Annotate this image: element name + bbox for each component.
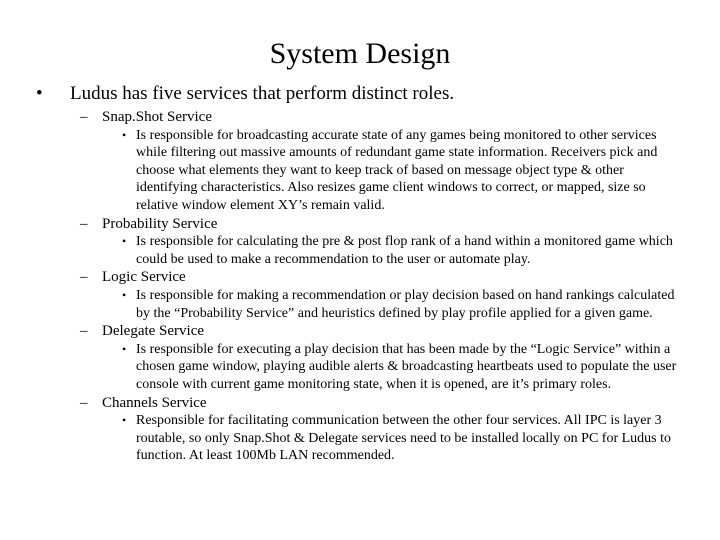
bullet-dot-icon: • bbox=[122, 287, 127, 302]
bullet-dot-icon: • bbox=[122, 341, 127, 356]
service-item bbox=[80, 215, 702, 269]
slide-title: System Design bbox=[269, 37, 451, 70]
service-name: Probability Service bbox=[102, 215, 218, 232]
service-description: Is responsible for executing a play decision that has been made by the “Logic Service” within a chosen game window, playing audible alerts & broadcasting heartbeats used to populate the user console with current game monitoring state, when it is opened, are it’s primary roles. bbox=[136, 341, 677, 392]
service-description: Responsible for facilitating communication between the other four services. All IPC is layer 3 routable, so only Snap.Shot & Delegate services need to be installed locally on PC for Ludus to function. At least 100Mb LAN recommended. bbox=[136, 413, 672, 464]
service-name: Snap.Shot Service bbox=[102, 109, 212, 125]
service-item bbox=[80, 108, 702, 215]
dash-icon: – bbox=[80, 394, 88, 411]
service-item bbox=[80, 268, 702, 322]
service-name: Logic Service bbox=[102, 269, 186, 286]
service-name: Channels Service bbox=[102, 394, 207, 411]
bullet-dot-icon: • bbox=[122, 234, 127, 249]
service-item bbox=[80, 394, 702, 465]
service-name: Delegate Service bbox=[102, 323, 205, 340]
dash-icon: – bbox=[80, 323, 88, 340]
main-bullet bbox=[32, 82, 702, 106]
bullet-dot-icon: • bbox=[122, 127, 127, 142]
service-description: Is responsible for broadcasting accurate state of any games being monitored to other services while filtering out massive amounts of redundant game state information. Receivers pick and choose what elements they want to keep track of based on message object type & other identifying characteristics. Also resizes game client windows to correct, or mapped, size so relative window element XY’s remain valid. bbox=[136, 127, 658, 213]
bullet-dot-icon: • bbox=[36, 83, 43, 104]
dash-icon: – bbox=[80, 215, 88, 232]
intro-text: Ludus has five services that perform distinct roles. bbox=[70, 83, 455, 104]
service-description: Is responsible for making a recommendation or play decision based on hand rankings calculated by the “Probability Service” and heuristics defined by play profile applied for a given game. bbox=[136, 287, 675, 321]
dash-icon: – bbox=[80, 109, 88, 125]
service-list bbox=[32, 108, 702, 465]
service-item bbox=[80, 322, 702, 393]
dash-icon: – bbox=[80, 269, 88, 286]
bullet-dot-icon: • bbox=[122, 413, 127, 428]
service-description: Is responsible for calculating the pre & post flop rank of a hand within a monitored game which could be used to make a recommendation to the user or automate play. bbox=[136, 234, 673, 267]
slide-body bbox=[32, 82, 702, 465]
